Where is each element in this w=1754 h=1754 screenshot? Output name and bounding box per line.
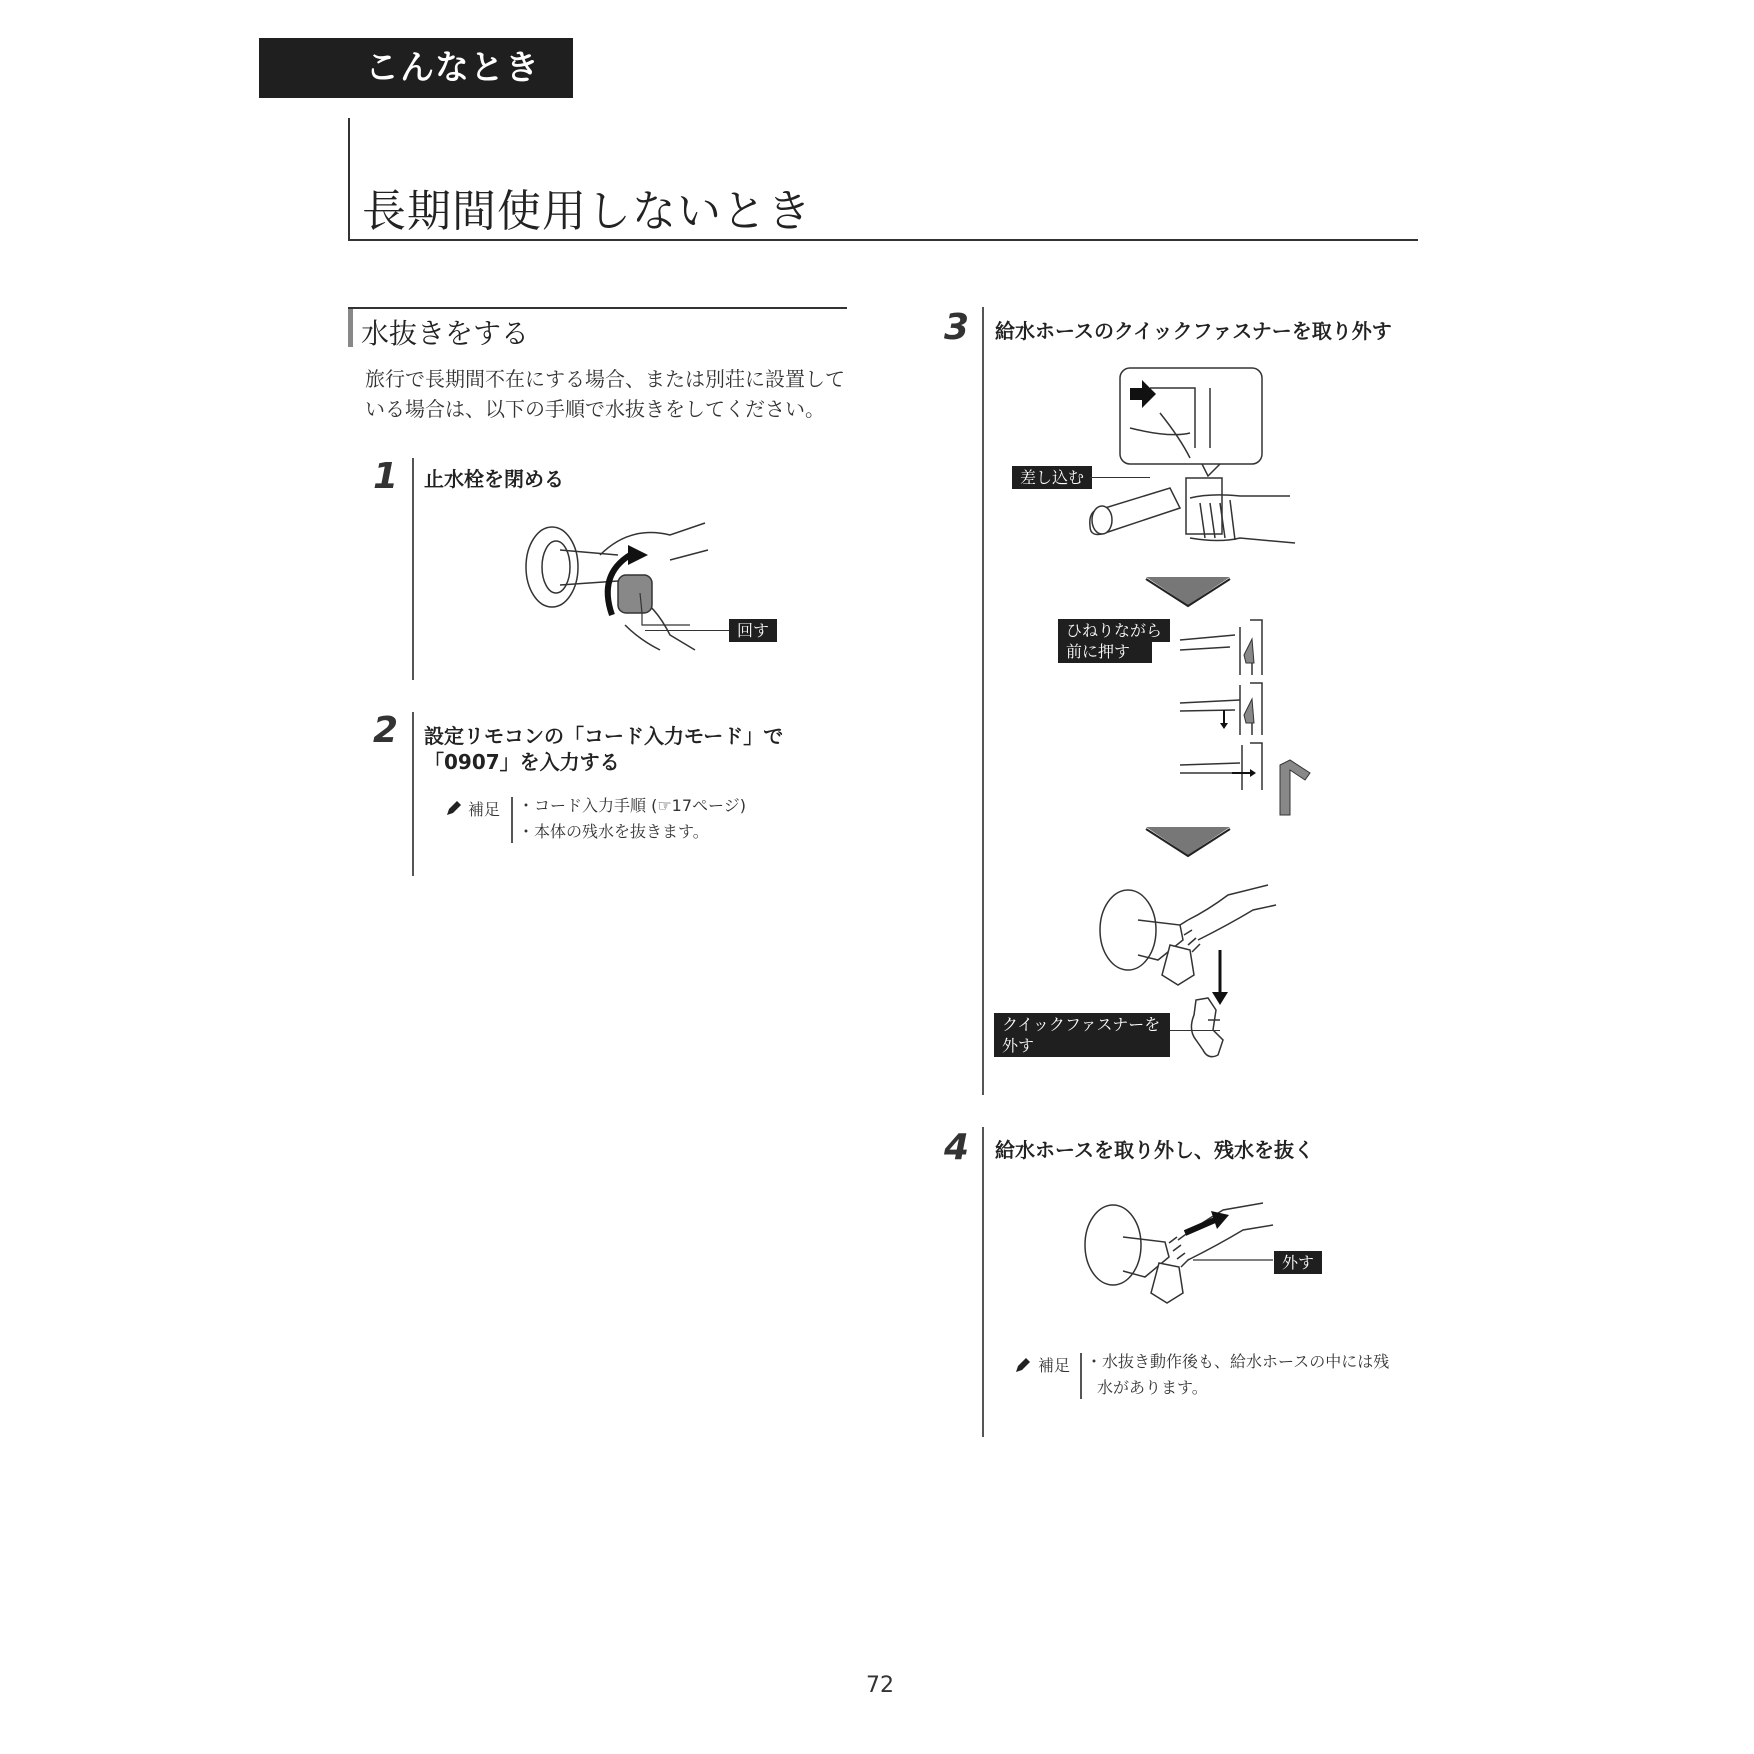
step-4-note-rule (1080, 1353, 1082, 1399)
quick-fastener-insert-illustration (1090, 368, 1300, 568)
step-2-rule (412, 712, 414, 876)
step-3-rule (982, 307, 984, 1095)
label-push-forward: 前に押す (1058, 640, 1152, 663)
remove-hose-illustration (1083, 1195, 1293, 1325)
valve-knob (618, 575, 652, 613)
section-rule (348, 307, 847, 309)
section-title: 水抜きをする (361, 317, 530, 350)
label-remove-hose: 外す (1274, 1251, 1322, 1274)
step-4-note-1: ・水抜き動作後も、給水ホースの中には残 (1086, 1352, 1390, 1371)
category-tab: こんなときは (259, 38, 573, 98)
page-title: 長期間使用しないとき (362, 186, 812, 237)
section-bar (348, 309, 353, 347)
label-remove-fastener-2: 外す (994, 1034, 1170, 1057)
label-twist: ひねりながら (1058, 619, 1170, 642)
step-2-note-2: ・本体の残水を抜きます。 (518, 822, 709, 841)
label-remove-fastener-1: クイックファスナーを (994, 1013, 1170, 1036)
down-arrow-icon (1146, 827, 1230, 857)
title-rule-vertical (348, 118, 350, 241)
step-2-note-rule (511, 797, 513, 843)
label-turn: 回す (729, 619, 777, 642)
down-arrow-icon (1146, 577, 1230, 607)
step-4-note-2: 水があります。 (1097, 1378, 1208, 1397)
step-4-number: 4 (944, 1127, 970, 1168)
leader-line (1170, 1030, 1220, 1031)
step-1-title: 止水栓を閉める (424, 467, 564, 491)
title-rule-horizontal (348, 239, 1418, 241)
step-4-title: 給水ホースを取り外し、残水を抜く (995, 1138, 1314, 1162)
step-1-rule (412, 458, 414, 680)
step-2-title-line1: 設定リモコンの「コード入力モード」で (424, 724, 784, 748)
page-number: 72 (866, 1673, 894, 1698)
step-4-rule (982, 1127, 984, 1437)
pencil-icon (445, 799, 463, 817)
step-4-note-label: 補足 (1038, 1356, 1071, 1375)
step-2-note-1: ・コード入力手順 (☞17ページ) (518, 796, 746, 815)
section-intro: 旅行で長期間不在にする場合、または別荘に設置している場合は、以下の手順で水抜きをしてください。 (365, 367, 845, 421)
pencil-icon (1014, 1356, 1032, 1374)
twist-push-illustration (1180, 615, 1320, 815)
leader-line (645, 630, 729, 631)
step-3-number: 3 (944, 307, 970, 348)
step-2-note-label: 補足 (468, 800, 501, 819)
step-2-title-line2: 「0907」を入力する (424, 750, 620, 774)
step-2-number: 2 (373, 710, 399, 751)
step-3-title: 給水ホースのクイックファスナーを取り外す (995, 319, 1392, 343)
step-1-number: 1 (373, 456, 399, 497)
label-insert: 差し込む (1012, 466, 1092, 489)
leader-line (1090, 477, 1150, 478)
